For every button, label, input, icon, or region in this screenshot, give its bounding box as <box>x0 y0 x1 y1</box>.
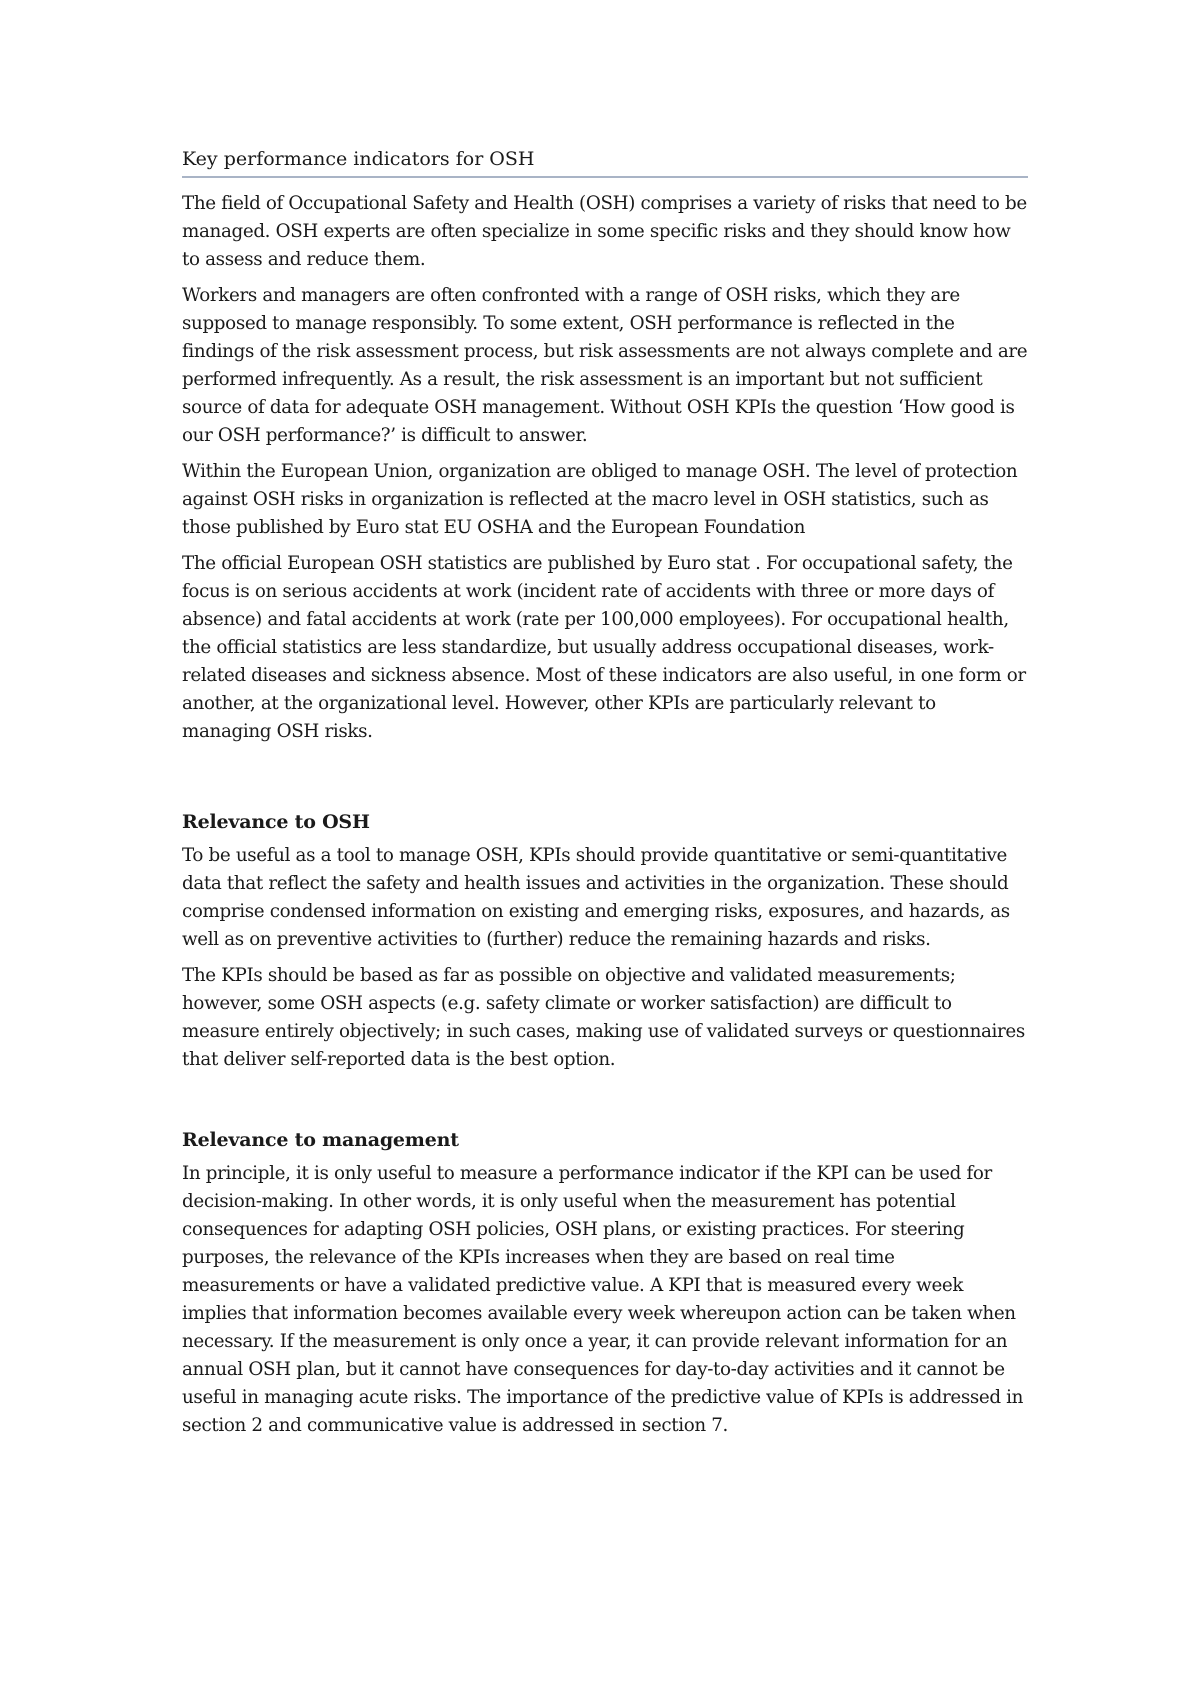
section-paragraph: In principle, it is only useful to measure a performance indicator if the KPI can be used for decision-making. In other words, it is only useful when the measurement has potential consequences for adapting OSH policies, OSH plans, or existing practices. For steering purposes, the relevance of the KPIs increases when they are based on real time measurements or have a validated predictive value. A KPI that is measured every week implies that information becomes available every week whereupon action can be taken when necessary. If the measurement is only once a year, it can provide relevant information for an annual OSH plan, but it cannot have consequences for day-to-day activities and it cannot be useful in managing acute risks. The importance of the predictive value of KPIs is addressed in section 2 and communicative value is addressed in section 7. <box>182 1163 1024 1436</box>
document-title: Key performance indicators for OSH <box>182 148 535 170</box>
section-relevance-to-osh <box>182 808 1028 1074</box>
intro-paragraph: The official European OSH statistics are published by Euro stat . For occupational safety, the focus is on serious accidents at work (incident rate of accidents with three or more days of absence) and fatal accidents at work (rate per 100,000 employees). For occupational health, the official statistics are less standardize, but usually address occupational diseases, work-related diseases and sickness absence. Most of these indicators are also useful, in one form or another, at the organizational level. However, other KPIs are particularly relevant to managing OSH risks. <box>182 553 1026 742</box>
intro-paragraph: Within the European Union, organization are obliged to manage OSH. The level of protection against OSH risks in organization is reflected at the macro level in OSH statistics, such as those published by Euro stat EU OSHA and the European Foundation <box>182 461 1018 538</box>
section-heading: Relevance to management <box>182 1129 459 1151</box>
section-heading: Relevance to OSH <box>182 811 370 833</box>
title-underline-rule <box>182 176 1028 178</box>
document-page <box>182 146 1028 1448</box>
intro-paragraph: The field of Occupational Safety and Health (OSH) comprises a variety of risks that need to be managed. OSH experts are often specialize in some specific risks and they should know how to assess and reduce them. <box>182 193 1027 270</box>
section-relevance-to-management <box>182 1126 1028 1440</box>
intro-paragraph: Workers and managers are often confronted with a range of OSH risks, which they are supposed to manage responsibly. To some extent, OSH performance is reflected in the findings of the risk assessment process, but risk assessments are not always complete and are performed infrequently. As a result, the risk assessment is an important but not sufficient source of data for adequate OSH management. Without OSH KPIs the question ‘How good is our OSH performance?’ is difficult to answer. <box>182 285 1028 446</box>
section-paragraph: To be useful as a tool to manage OSH, KPIs should provide quantitative or semi-quantitative data that reflect the safety and health issues and activities in the organization. These should comprise condensed information on existing and emerging risks, exposures, and hazards, as well as on preventive activities to (further) reduce the remaining hazards and risks. <box>182 845 1010 950</box>
section-paragraph: The KPIs should be based as far as possible on objective and validated measurements; however, some OSH aspects (e.g. safety climate or worker satisfaction) are difficult to measure entirely objectively; in such cases, making use of validated surveys or questionnaires that deliver self-reported data is the best option. <box>182 965 1025 1070</box>
